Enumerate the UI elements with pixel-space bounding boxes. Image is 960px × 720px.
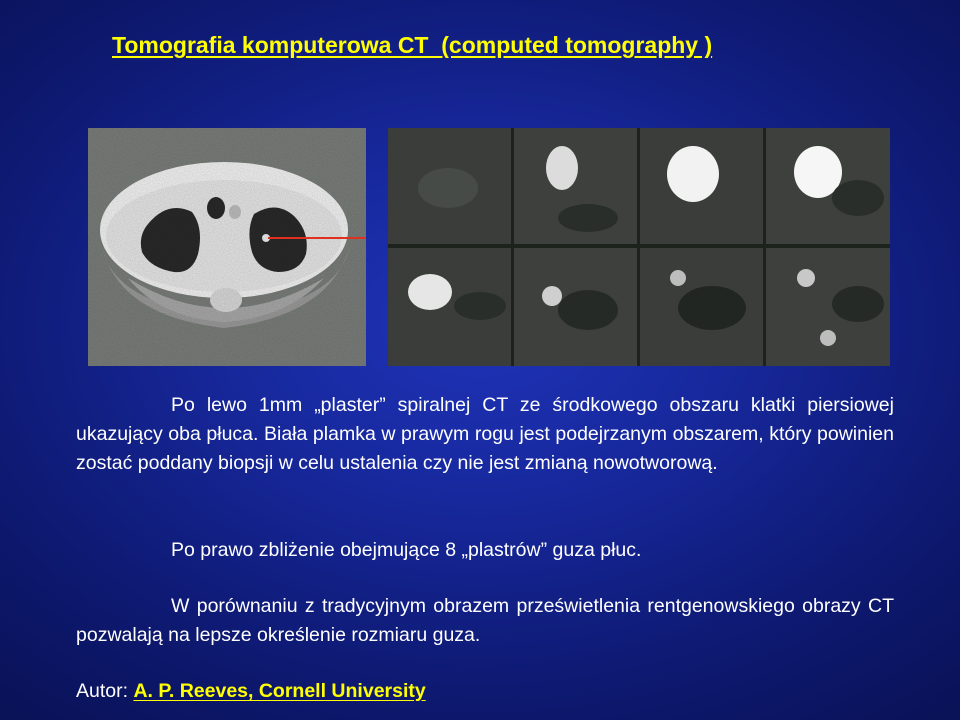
author-name-link[interactable]: A. P. Reeves, Cornell University: [133, 680, 426, 702]
author-label: Autor:: [76, 680, 134, 702]
description-paragraph-right-image: Po prawo zbliżenie obejmujące 8 „plastrów” guza płuc.: [171, 539, 642, 561]
ct-tumor-slices-grid: [388, 128, 890, 366]
slide-title: Tomografia komputerowa CT (computed tomography ): [112, 32, 713, 58]
description-paragraph-comparison: W porównaniu z tradycyjnym obrazem prześwietlenia rentgenowskiego obrazy CT pozwalają na lepsze określenie rozmiaru guza.: [76, 595, 894, 646]
author-line: [76, 677, 426, 706]
description-paragraph-left-image: Po lewo 1mm „plaster” spiralnej CT ze środkowego obszaru klatki piersiowej ukazujący oba płuca. Biała plamka w prawym rogu jest podejrzanym obszarem, który powinien zostać poddany biopsji w celu ustalenia czy nie jest zmianą nowotworową.: [76, 394, 894, 474]
ct-chest-slice-image: [88, 128, 366, 366]
